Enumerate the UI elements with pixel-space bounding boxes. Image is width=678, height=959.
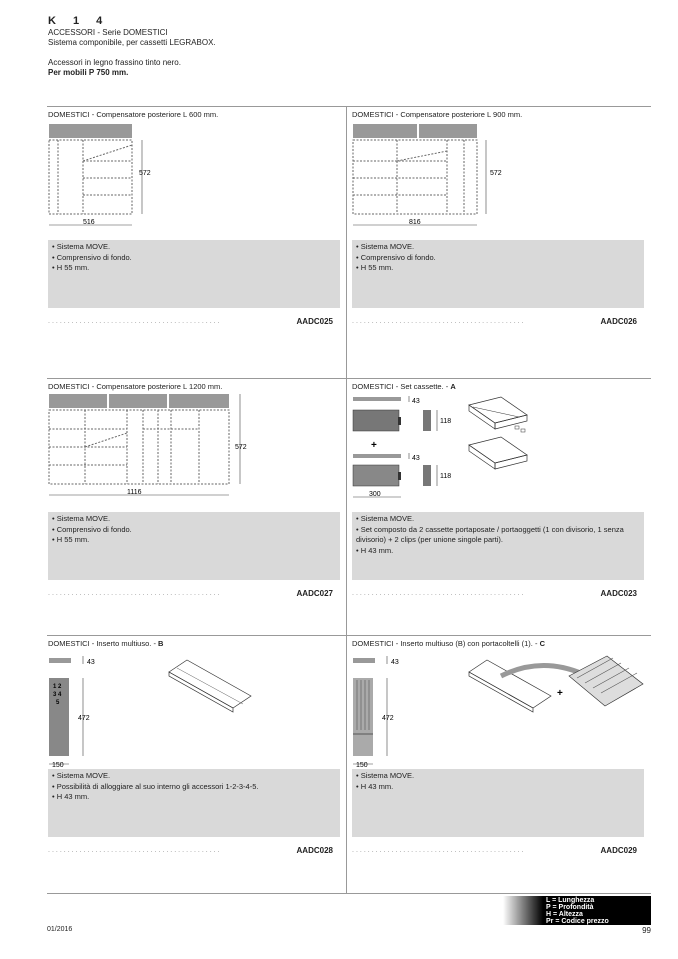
dim-width: 516 (83, 219, 95, 226)
dim-height: 572 (490, 170, 502, 177)
dim-h3: 43 (412, 455, 420, 462)
feature-line: • Possibilità di alloggiare al suo interno gli accessori 1-2-3-4-5. (52, 781, 259, 791)
feature-line: • H 43 mm. (356, 781, 394, 791)
leader-dots: ............................................ (352, 847, 526, 854)
product-title: DOMESTICI - Compensatore posteriore L 1200 mm. (48, 382, 223, 391)
slot-label: 3 4 (53, 692, 62, 698)
dim-width: 150 (52, 762, 64, 769)
leader-dots: ............................................ (48, 590, 222, 597)
drawer-diagram (47, 391, 267, 511)
legend-box (503, 896, 651, 925)
article-code: AADC029 (600, 846, 637, 855)
title-tag: A (450, 382, 456, 391)
feature-line: • Sistema MOVE. (52, 242, 111, 251)
article-code: AADC027 (296, 589, 333, 598)
dim-width: 150 (356, 762, 368, 769)
feature-line: • Sistema MOVE. (356, 242, 415, 251)
feature-line: • Comprensivo di fondo. (356, 252, 436, 262)
title-tag: B (158, 639, 164, 648)
product-title: DOMESTICI - Set cassette. - A (352, 382, 456, 391)
footer-date: 01/2016 (47, 926, 73, 933)
feature-line: • H 43 mm. (52, 792, 90, 801)
feature-line: • H 55 mm. (52, 535, 90, 544)
feature-line: • Comprensivo di fondo. (52, 524, 132, 534)
product-cell-aadc027 (47, 379, 347, 641)
product-title: DOMESTICI - Inserto multiuso. - B (48, 639, 164, 648)
dim-h1: 43 (412, 398, 420, 405)
product-title: DOMESTICI - Inserto multiuso (B) con portacoltelli (1). - C (352, 639, 545, 648)
legend-item: H = Altezza (546, 911, 583, 918)
dim-h2: 118 (440, 418, 452, 425)
drawer-diagram (351, 121, 511, 233)
feature-line: • Sistema MOVE. (356, 771, 415, 780)
feature-box (352, 240, 644, 308)
product-cell-aadc026 (351, 107, 651, 369)
feature-line: • Sistema MOVE. (356, 514, 415, 523)
insert-diagram (351, 650, 651, 770)
leader-dots: ............................................ (352, 590, 526, 597)
feature-line: • H 55 mm. (356, 263, 394, 272)
product-grid (47, 106, 651, 894)
legend-item: P = Profondità (546, 904, 594, 911)
article-code: AADC028 (296, 846, 333, 855)
product-cell-aadc023 (351, 379, 651, 641)
article-code: AADC026 (600, 317, 637, 326)
legend-gradient (503, 896, 543, 925)
legend-item: L = Lunghezza (546, 897, 595, 904)
feature-box (48, 512, 340, 580)
feature-box (352, 769, 644, 837)
dim-h1: 43 (391, 659, 399, 666)
slot-label: 5 (56, 700, 60, 706)
feature-line: • Set composto da 2 cassette portaposate / portaoggetti (1 con divisorio, 1 senza divisorio) + 2 clips (per unione singole parti). (356, 524, 624, 544)
slot-label: 1 2 (53, 684, 62, 690)
feature-line: • Sistema MOVE. (52, 514, 111, 523)
leader-dots: ............................................ (48, 318, 222, 325)
feature-line: • Comprensivo di fondo. (52, 252, 132, 262)
feature-line: • Sistema MOVE. (52, 771, 111, 780)
leader-dots: ............................................ (48, 847, 222, 854)
drawer-diagram (47, 121, 167, 233)
dim-height: 572 (235, 444, 247, 451)
product-title: DOMESTICI - Compensatore posteriore L 900 mm. (352, 110, 523, 119)
plus-sign: + (371, 440, 377, 451)
feature-line: • H 55 mm. (52, 263, 90, 272)
legend-text (546, 897, 609, 925)
header-line-1: ACCESSORI - Serie DOMESTICI (48, 28, 168, 37)
dim-width: 1116 (127, 489, 142, 496)
dim-h1: 43 (87, 659, 95, 666)
dim-h2: 472 (382, 715, 394, 722)
dim-width: 300 (369, 491, 381, 498)
dim-width: 816 (409, 219, 421, 226)
insert-diagram (47, 650, 307, 770)
catalog-code: K 1 4 (48, 15, 110, 27)
product-cell-aadc025 (47, 107, 347, 369)
leader-dots: ............................................ (352, 318, 526, 325)
feature-line: • H 43 mm. (356, 545, 394, 555)
legend-item: Pr = Codice prezzo (546, 918, 609, 925)
drawer-diagram (351, 393, 641, 505)
page-number: 99 (642, 926, 651, 935)
title-tag: C (539, 639, 545, 648)
page-header (48, 16, 216, 78)
header-line-2: Sistema componibile, per cassetti LEGRABOX. (48, 38, 216, 47)
feature-box (352, 512, 644, 580)
product-cell-aadc028 (47, 636, 347, 898)
feature-box (48, 769, 340, 837)
dim-h4: 118 (440, 473, 452, 480)
plus-sign: + (557, 688, 563, 699)
dim-height: 572 (139, 170, 151, 177)
feature-box (48, 240, 340, 308)
article-code: AADC023 (600, 589, 637, 598)
product-cell-aadc029 (351, 636, 651, 898)
dim-h2: 472 (78, 715, 90, 722)
product-title: DOMESTICI - Compensatore posteriore L 600 mm. (48, 110, 219, 119)
article-code: AADC025 (296, 317, 333, 326)
header-line-4: Per mobili P 750 mm. (48, 68, 129, 77)
header-line-3: Accessori in legno frassino tinto nero. (48, 58, 181, 67)
